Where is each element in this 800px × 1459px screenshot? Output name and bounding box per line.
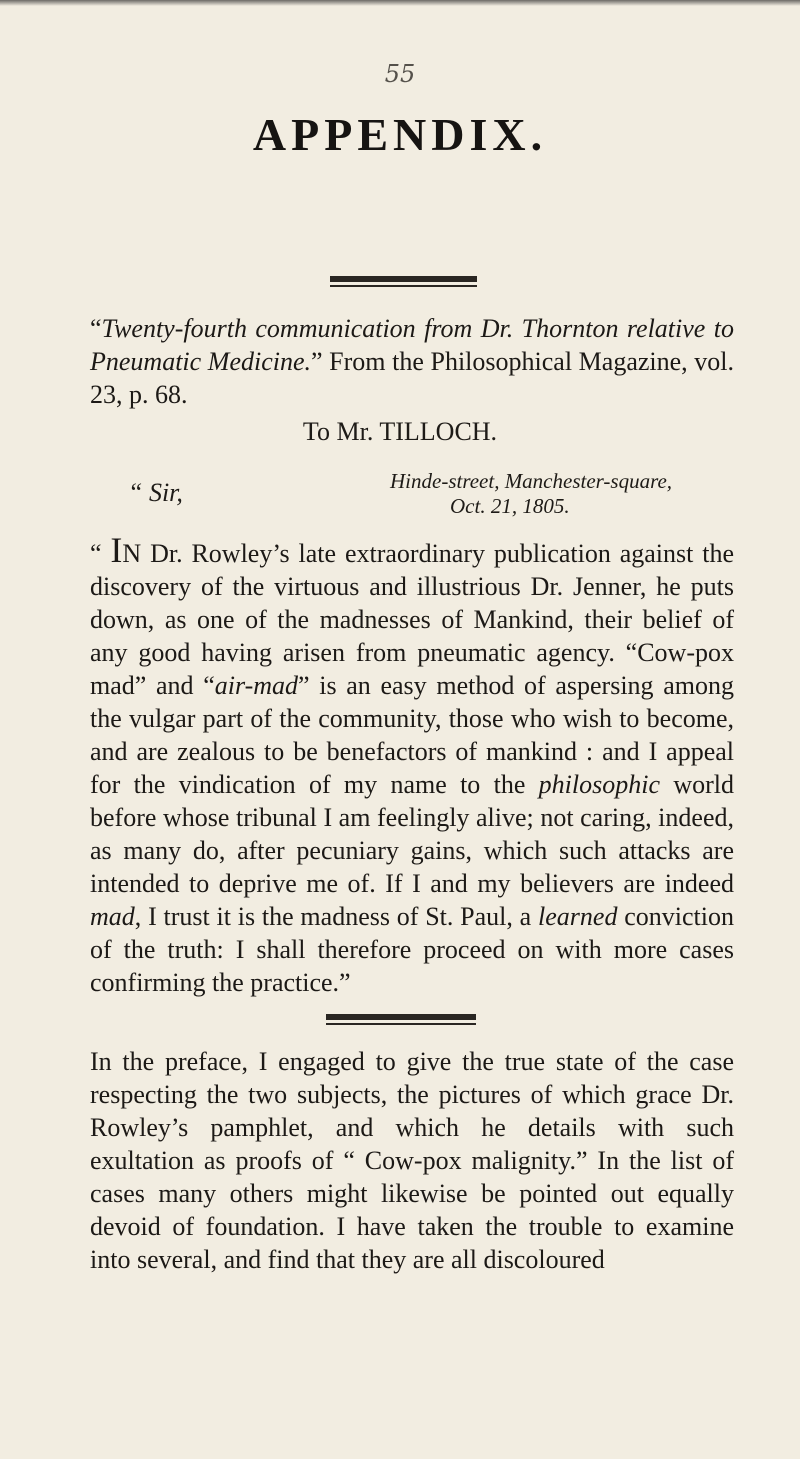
letter-address <box>390 469 730 519</box>
page-number: 55 <box>384 60 416 88</box>
decorative-rule-middle <box>326 1014 476 1020</box>
page-edge-shadow <box>0 0 800 6</box>
address-line-1: Hinde-street, Manchester-square, <box>390 469 673 493</box>
preface-paragraph: In the preface, I engaged to give the true state of the case respecting the two subjects, the pictures of which grace Dr. Rowley’s pamphlet, and which he details with such exultation as proofs of “ Cow-pox malignity.” In the list of cases many others might likewise be pointed out equally devoid of foundation. I have taken the trouble to examine into several, and find that they are all discoloured <box>90 1047 734 1274</box>
communication-title: Twenty-fourth communication from Dr. Thornton relative to Pneumatic Medicine. <box>90 314 734 376</box>
intro-open-quote: “ <box>90 314 102 343</box>
letter-philosophic: philosophic <box>538 770 661 799</box>
letter-text-1: N Dr. Rowley’s late extraordinary publication against the discovery of the virtuous and illustrious Dr. Jenner, he puts down, as one of the madnesses of Mankind, their belief of any good having arisen from pneumatic agency. “Cow-pox mad” and “ <box>90 539 734 700</box>
letter-air-mad: air-mad <box>214 671 299 700</box>
letter-mad: mad <box>90 902 135 931</box>
addressee-line: To Mr. TILLOCH. <box>302 417 498 446</box>
intro-paragraph <box>90 312 734 411</box>
intro-source: From the Philosophical Magazine, vol. 23, p. 68. <box>90 347 734 409</box>
address-date: Oct. 21, 1805. <box>450 494 570 518</box>
appendix-heading: APPENDIX. <box>252 109 548 160</box>
letter-body <box>90 530 734 999</box>
letter-dropcap: I <box>110 530 123 570</box>
letter-open-quote: “ <box>90 539 111 568</box>
letter-text-2: ” is an easy method of aspersing among the vulgar part of the community, those who wish to become, and are zealous to be benefactors of mankind : and I appeal for the vindication of my name to the <box>90 671 734 799</box>
letter-text-4: , I trust it is the madness of St. Paul, a <box>134 902 539 931</box>
decorative-rule-top <box>330 276 477 282</box>
letter-learned: learned <box>538 902 618 931</box>
letter-text-5: conviction of the truth: I shall therefore proceed on with more cases confirming the practice.” <box>90 902 734 997</box>
intro-close-quote: ” <box>311 347 323 376</box>
salutation: “ Sir, <box>128 478 183 507</box>
letter-text-3: world before whose tribunal I am feelingly alive; not caring, indeed, as many do, after pecuniary gains, which such attacks are intended to deprive me of. If I and my believers are indeed <box>90 770 734 898</box>
